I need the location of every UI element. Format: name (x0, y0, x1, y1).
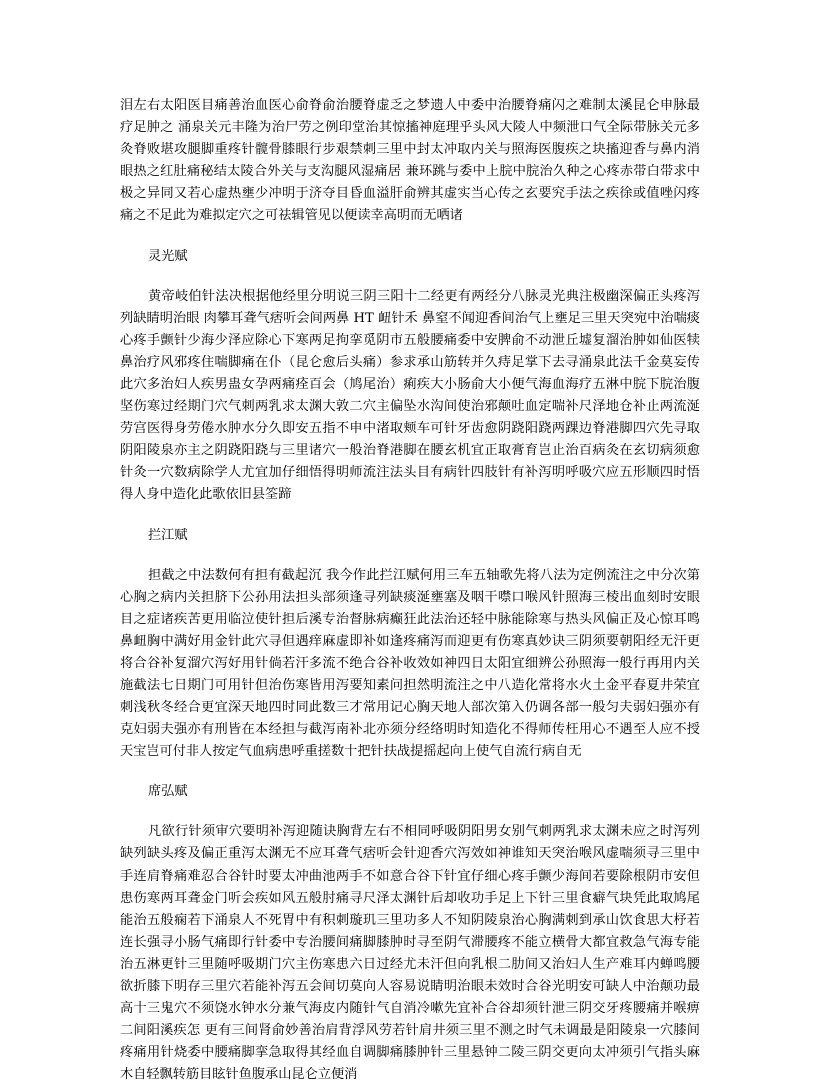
spacer (120, 547, 700, 565)
section-title-xihong: 席弘赋 (148, 784, 188, 800)
spacer (120, 763, 700, 781)
section-body-lingguang: 黄帝岐伯针法决根据他经里分明说三阴三阳十二经更有两经分八脉灵光典注极幽深偏正头疼泻列缺睛明治眼 肉攀耳聋气痞听会间两鼻 HT 衄针禾 鼻窒不闻迎香间治气上壅足三里天突宛中治喘痰心疼手颤针少海少泽应除心下寒两足拘挛觅阴市五般腰痛委中安脾俞不动泄丘墟复溜治肿如仙医犊鼻治疗风邪疼住喘脚痛在仆（昆仑愈后头痛）参求承山筋转并久痔足掌下去寻涌泉此法千金莫妄传此穴多治妇人疾男蛊女孕两痛痊百会（鸠尾治）痢疾大小肠俞大小便气海血海疗五淋中脘下脘治腹坚伤寒过经期门穴气刺两乳求太渊大敦二穴主偏坠水沟间使治邪颠吐血定喘补尺泽地仓补止两流涎劳宫医得身劳倦水肿水分久即安五指不申中渚取颊车可针牙齿愈阴跷阳跷两踝边脊港脚四穴先寻取阴阳陵泉亦主之阴跷阳跷与三里诸穴一般治脊港脚在腰玄机宜正取膏育岂止治百病灸在玄切病须愈针灸一穴数病除学人尤宜加仔细悟得明师流注法头目有病针四肢针有补泻明呼吸穴应五形顺四时悟得人身中造化此歌依旧县筌蹄 (120, 288, 700, 503)
spacer (120, 268, 700, 286)
section-title-lanjiang: 拦江赋 (148, 527, 188, 543)
spacer (120, 507, 700, 525)
section-body-lanjiang: 担截之中法数何有担有截起沉 我今作此拦江赋何用三车五轴歌先将八法为定例流注之中分次第心胸之病内关担脐下公孙用法担头部须逢寻列缺痰涎壅塞及咽干噤口喉风针照海三棱出血刻时安眼目之症诸疾苦更用临泣使针担后溪专治督脉病癫狂此法治还轻中脉能除寒与热头风偏正及心惊耳鸣鼻衄胸中满好用金针此穴寻但遇痒麻虚即补如逢疼痛泻而迎更有伤寒真妙诀三阴须要朝阳经无汗更将合谷补复溜穴泻好用针倘若汗多流不绝合谷补收效如神四日太阳宜细辨公孙照海一般行再用内关施截法七日期门可用针但治伤寒皆用泻要知素问担然明流注之中八造化常将水火土金平春夏井荣宜刺浅秋冬经合更宜深天地四时同此数三才常用记心胸天地人部次第入仍调各部一般匀夫弱妇强亦有克妇弱夫强亦有刑皆在本经担与截泻南补北亦须分经络明时知造化不得师传枉用心不遇至人应不授天宝岂可付非人按定气血病患呼重搓数十把针扶战提摇起向上使气自流行病自无 (120, 567, 700, 760)
section-title-lingguang: 灵光赋 (148, 248, 188, 264)
section-body-xihong: 凡欲行针须审穴要明补泻迎随诀胸背左右不相同呼吸阴阳男女别气刺两乳求太渊未应之时泻列缺列缺头疼及偏正重泻太渊无不应耳聋气痞听会针迎香穴泻效如神谁知天突治喉风虚喘须寻三里中手连肩脊痛难忍合谷针时要太冲曲池两手不如意合谷下针宜仔细心疼手颤少海间若要除根阴市安但患伤寒两耳聋金门听会疾如风五般肘痛寻尺泽太渊针后却收功手足上下针三里食癖气块凭此取鸠尾能治五般痫若下涌泉人不死胃中有积刺璇玑三里功多人不知阴陵泉治心胸满刺到承山饮食思大杼若连长强寻小肠气痛即行针委中专治腰间痛脚膝肿时寻至阴气滞腰疼不能立横骨大都宜救急气海专能治五淋更针三里随呼吸期门穴主伤寒患六日过经尤未汗但向乳根二肋间又治妇人生产难耳内蝉鸣腰欲折膝下明存三里穴若能补泻五会间切莫向人容易说睛明治眼未效时合谷光明安可缺人中治颠功最高十三鬼穴不须饶水钟水分兼气海皮内随针气自消冷嗽先宜补合谷却须针泄三阴交牙疼腰痛并喉痹二间阳溪疾怎 更有三间肾俞妙善治肩背浮风劳若针肩井须三里不测之时气未调最是阳陵泉一穴膝间疼痛用针烧委中腰痛脚挛急取得其经血自调脚痛膝肿针三里悬钟二陵三阴交更向太冲须引气指头麻木自轻飘转筋目眩针鱼腹承山昆仑立便消 (120, 824, 700, 1083)
spacer (120, 228, 700, 246)
intro-paragraph: 泪左右太阳医目痛善治血医心俞脊俞治腰脊虚乏之梦遗人中委中治腰脊痛闪之难制太溪昆仑申脉最疗足肿之 涌泉关元丰隆为治尸劳之例印堂治其惊搐神庭理乎头风大陵人中频泄口气全际带脉关元多灸脊败堪攻腿脚重疼针髋骨膝眼行步艰禁刺三里中封太冲取内关与照海医腹疾之块搐迎香与鼻内消眼热之红肚痛秘结太陵合外关与支沟腿风湿痛居 兼环跳与委中上脘中脘治久种之心疼赤带白带求中极之异同又若心虚热壅少冲明于济夺目昏血溢肝俞辨其虚实当心传之玄要究手法之疾徐或值唑闪疼痛之不足此为难拟定穴之可祛辑管见以便读幸高明而无哂诸 (120, 98, 700, 224)
document-page (120, 95, 700, 1086)
spacer (120, 803, 700, 821)
